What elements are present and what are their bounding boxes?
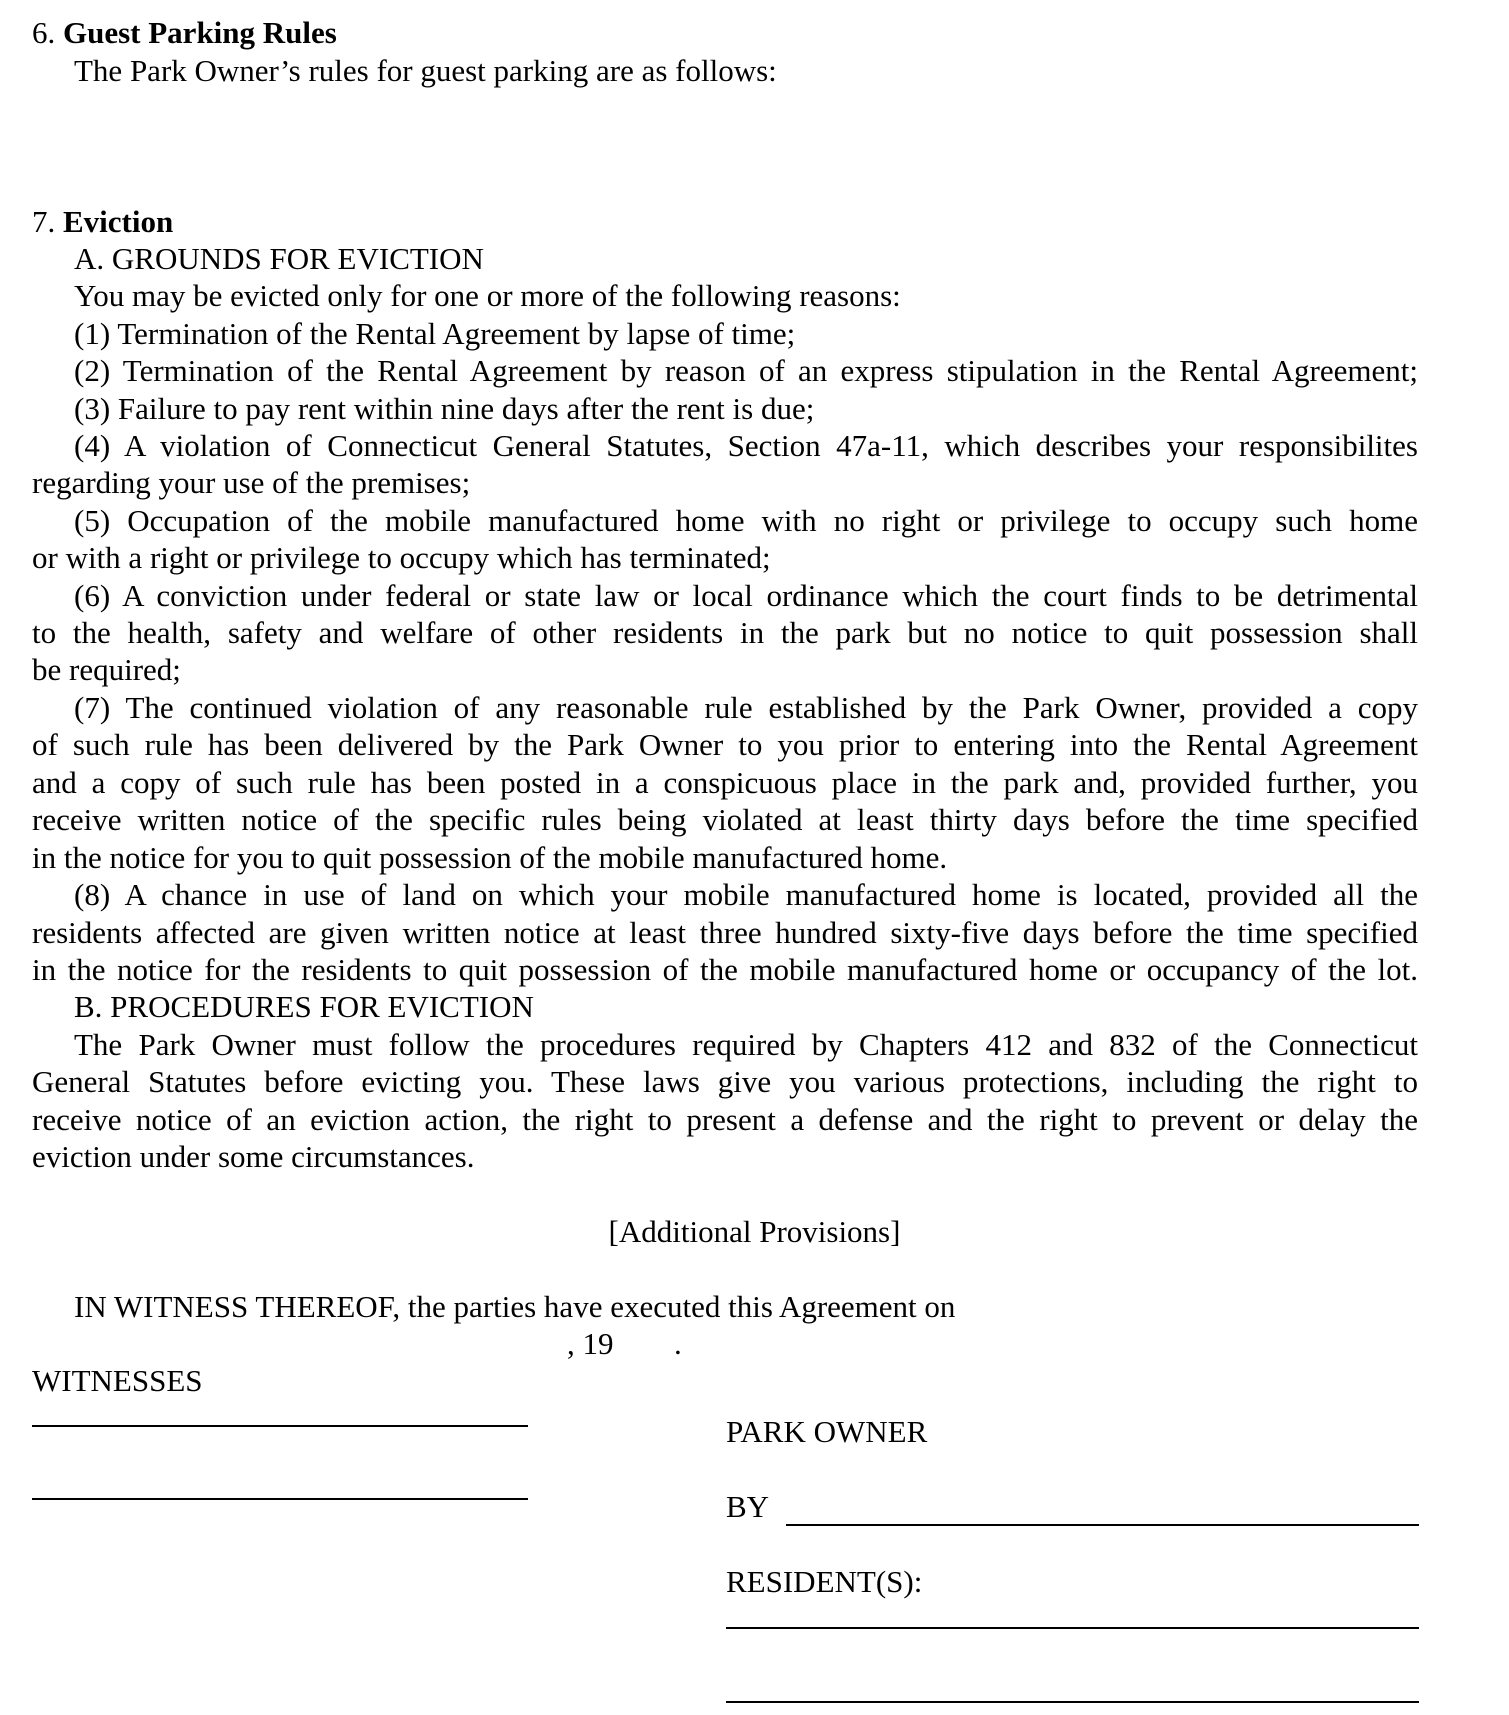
procedures-line-2: General Statutes before evicting you. These laws give you various protections, including the right to	[32, 1064, 1418, 1099]
procedures-line-3: receive notice of an eviction action, the right to present a defense and the right to prevent or delay the	[32, 1102, 1418, 1137]
section-6-heading	[32, 14, 337, 51]
reason-4-line-1: (4) A violation of Connecticut General Statutes, Section 47a-11, which describes your responsibilites	[74, 428, 1418, 463]
procedures-line-1: The Park Owner must follow the procedures required by Chapters 412 and 832 of the Connecticut	[74, 1027, 1418, 1062]
park-owner-label: PARK OWNER	[726, 1414, 928, 1449]
reason-8-line-3: in the notice for the residents to quit possession of the mobile manufactured home or occupancy of the lot.	[32, 952, 1418, 987]
additional-provisions: [Additional Provisions]	[608, 1214, 901, 1249]
resident-signature-line-2[interactable]	[726, 1701, 1419, 1703]
grounds-intro: You may be evicted only for one or more of the following reasons:	[74, 278, 901, 313]
reason-7-line-2: of such rule has been delivered by the Park Owner to you prior to entering into the Rental Agreement	[32, 727, 1418, 762]
section-6-number: 6.	[32, 15, 56, 50]
section-6-title: Guest Parking Rules	[63, 15, 337, 50]
section-7-heading	[32, 203, 173, 240]
reason-7-line-3: and a copy of such rule has been posted in a conspicuous place in the park and, provided further, you	[32, 765, 1418, 800]
park-owner-signature-line[interactable]	[786, 1524, 1419, 1526]
reason-1: (1) Termination of the Rental Agreement by lapse of time;	[74, 316, 796, 351]
reason-6-line-1: (6) A conviction under federal or state law or local ordinance which the court finds to be detrimental	[74, 578, 1418, 613]
by-label: BY	[726, 1489, 770, 1524]
reason-6-line-3: be required;	[32, 652, 181, 687]
reason-5-line-2: or with a right or privilege to occupy which has terminated;	[32, 540, 771, 575]
reason-4-line-2: regarding your use of the premises;	[32, 465, 471, 500]
date-period: .	[674, 1326, 682, 1361]
reason-5-line-1: (5) Occupation of the mobile manufactured home with no right or privilege to occupy such home	[74, 503, 1418, 538]
procedures-line-4: eviction under some circumstances.	[32, 1139, 475, 1174]
reason-2: (2) Termination of the Rental Agreement by reason of an express stipulation in the Rental Agreement;	[74, 353, 1418, 388]
section-7-title: Eviction	[63, 204, 174, 239]
date-year: , 19	[567, 1326, 614, 1361]
reason-7-line-1: (7) The continued violation of any reasonable rule established by the Park Owner, provided a copy	[74, 690, 1418, 725]
section-7-number: 7.	[32, 204, 56, 239]
reason-6-line-2: to the health, safety and welfare of other residents in the park but no notice to quit possession shall	[32, 615, 1418, 650]
reason-8-line-1: (8) A chance in use of land on which your mobile manufactured home is located, provided all the	[74, 877, 1418, 912]
reason-3: (3) Failure to pay rent within nine days after the rent is due;	[74, 391, 815, 426]
witnesses-label: WITNESSES	[32, 1363, 203, 1398]
procedures-heading: B. PROCEDURES FOR EVICTION	[74, 989, 534, 1024]
reason-7-line-4: receive written notice of the specific rules being violated at least thirty days before the time specified	[32, 802, 1418, 837]
witness-signature-line-1[interactable]	[32, 1425, 528, 1427]
reason-8-line-2: residents affected are given written notice at least three hundred sixty-five days before the time specified	[32, 915, 1418, 950]
resident-signature-line-1[interactable]	[726, 1627, 1419, 1629]
grounds-heading: A. GROUNDS FOR EVICTION	[74, 241, 484, 276]
reason-7-line-5: in the notice for you to quit possession of the mobile manufactured home.	[32, 840, 948, 875]
witness-clause: IN WITNESS THEREOF, the parties have executed this Agreement on	[74, 1289, 956, 1324]
section-6-text: The Park Owner’s rules for guest parking are as follows:	[74, 53, 777, 88]
witness-signature-line-2[interactable]	[32, 1498, 528, 1500]
residents-label: RESIDENT(S):	[726, 1564, 923, 1599]
